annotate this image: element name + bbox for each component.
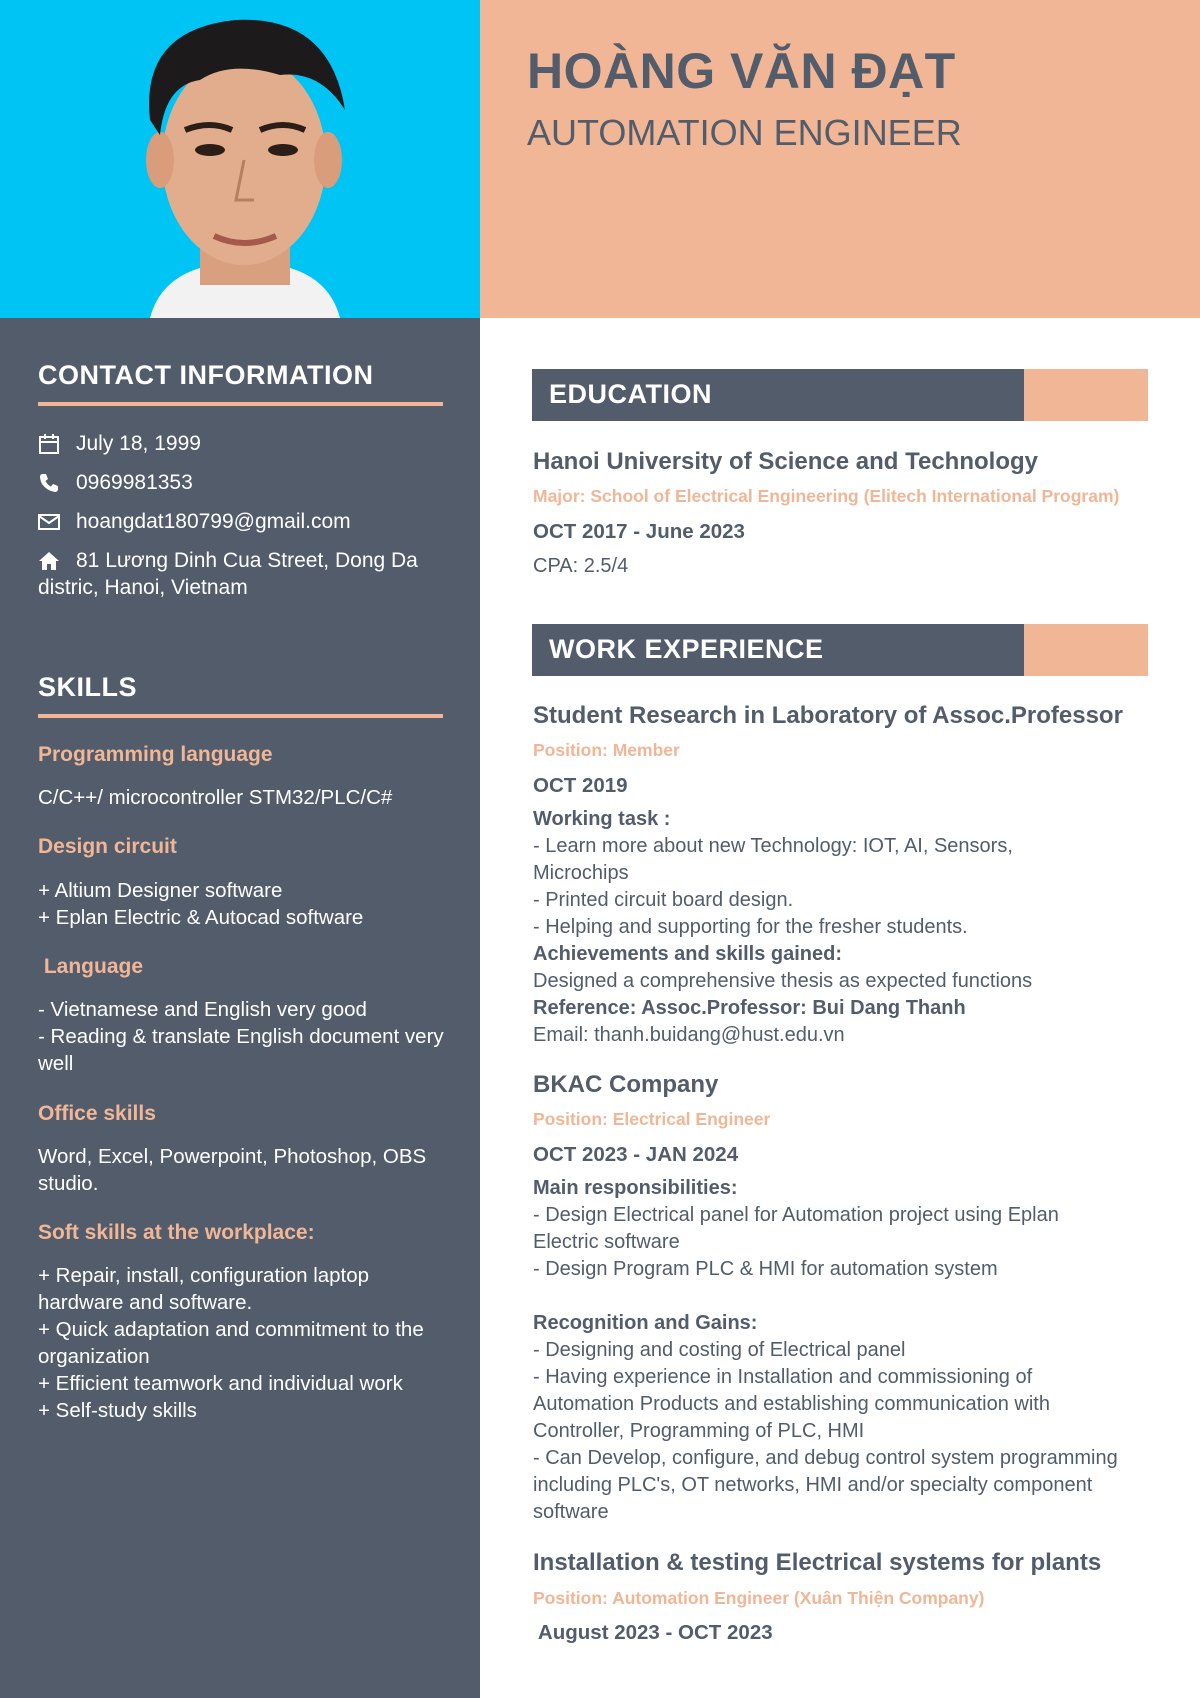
envelope-icon bbox=[38, 511, 66, 531]
skill-title-programming: Programming language bbox=[38, 743, 273, 766]
job-2-dates: OCT 2023 - JAN 2024 bbox=[533, 1143, 739, 1166]
job-1-position: Position: Member bbox=[533, 740, 680, 760]
job-1-reference: Reference: Assoc.Professor: Bui Dang Thanh bbox=[533, 997, 966, 1019]
job-2-rec-line: - Designing and costing of Electrical panel bbox=[533, 1339, 906, 1361]
job-2-rec-line: - Having experience in Installation and commissioning of Automation Products and establishing communication with Controller, Programming of PLC, HMI bbox=[533, 1366, 1050, 1442]
skill-title-language: Language bbox=[38, 955, 144, 978]
skill-title-soft: Soft skills at the workplace: bbox=[38, 1221, 315, 1244]
job-1-details bbox=[533, 806, 1153, 1049]
work-section-bar bbox=[532, 624, 1148, 676]
education-section-bar bbox=[532, 369, 1148, 421]
education-heading: EDUCATION bbox=[549, 379, 712, 409]
address-text: 81 Lương Dinh Cua Street, Dong Da distric, Hanoi, Vietnam bbox=[38, 549, 418, 599]
phone-icon bbox=[38, 472, 66, 492]
contact-phone bbox=[38, 469, 448, 496]
portrait-image bbox=[0, 0, 480, 318]
job-2-resp-line: - Design Electrical panel for Automation project using Eplan Electric software bbox=[533, 1204, 1059, 1253]
header-banner bbox=[480, 0, 1200, 318]
home-icon bbox=[38, 550, 66, 570]
job-2-responsibilities-label: Main responsibilities: bbox=[533, 1177, 738, 1199]
skills-divider bbox=[38, 714, 443, 718]
candidate-name: HOÀNG VĂN ĐẠT bbox=[527, 43, 956, 99]
contact-birthday bbox=[38, 430, 448, 457]
job-3-title: Installation & testing Electrical systems for plants bbox=[533, 1549, 1102, 1576]
job-1-achievements-label: Achievements and skills gained: bbox=[533, 943, 842, 965]
skill-text-design: + Altium Designer software + Eplan Electric & Autocad software bbox=[38, 879, 364, 929]
job-1-task-label: Working task : bbox=[533, 808, 671, 830]
birthday-text: July 18, 1999 bbox=[76, 432, 201, 455]
skill-text-programming: C/C++/ microcontroller STM32/PLC/C# bbox=[38, 786, 393, 809]
contact-address bbox=[38, 547, 448, 601]
job-2-rec-line: - Can Develop, configure, and debug control system programming including PLC's, OT networks, HMI and/or specialty component software bbox=[533, 1447, 1118, 1523]
job-1-task-line: - Learn more about new Technology: IOT, AI, Sensors, Microchips bbox=[533, 835, 1013, 884]
phone-text: 0969981353 bbox=[76, 471, 193, 494]
job-1-dates: OCT 2019 bbox=[533, 774, 628, 797]
job-2-title: BKAC Company bbox=[533, 1071, 719, 1098]
skill-text-language: - Vietnamese and English very good - Reading & translate English document very well bbox=[38, 998, 444, 1075]
job-1-reference-email[interactable]: Email: thanh.buidang@hust.edu.vn bbox=[533, 1024, 845, 1046]
job-3-position: Position: Automation Engineer (Xuân Thiện Company) bbox=[533, 1588, 985, 1608]
job-1-task-line: - Printed circuit board design. bbox=[533, 889, 794, 911]
email-text[interactable]: hoangdat180799@gmail.com bbox=[76, 510, 351, 533]
job-1-task-line: - Helping and supporting for the fresher students. bbox=[533, 916, 968, 938]
skill-title-design: Design circuit bbox=[38, 835, 177, 858]
contact-email[interactable] bbox=[38, 508, 448, 535]
skills-heading: SKILLS bbox=[38, 672, 138, 702]
job-3-dates: August 2023 - OCT 2023 bbox=[533, 1621, 773, 1644]
education-school: Hanoi University of Science and Technology bbox=[533, 448, 1038, 475]
job-1-title: Student Research in Laboratory of Assoc.Professor bbox=[533, 702, 1123, 729]
contact-heading: CONTACT INFORMATION bbox=[38, 360, 374, 390]
job-2-details bbox=[533, 1175, 1153, 1526]
skill-text-soft: + Repair, install, configuration laptop hardware and software. + Quick adaptation and commitment to the organization + Efficient teamwork and individual work + Self-study skills bbox=[38, 1264, 424, 1422]
job-2-recognition-label: Recognition and Gains: bbox=[533, 1312, 758, 1334]
education-major: Major: School of Electrical Engineering (Elitech International Program) bbox=[533, 486, 1120, 506]
job-2-resp-line: - Design Program PLC & HMI for automation system bbox=[533, 1258, 998, 1280]
skill-title-office: Office skills bbox=[38, 1102, 156, 1125]
contact-divider bbox=[38, 402, 443, 406]
profile-photo bbox=[0, 0, 480, 318]
education-dates: OCT 2017 - June 2023 bbox=[533, 520, 745, 543]
sidebar bbox=[0, 318, 480, 1698]
candidate-role: AUTOMATION ENGINEER bbox=[527, 112, 962, 153]
job-1-achievements-text: Designed a comprehensive thesis as expected functions bbox=[533, 970, 1033, 992]
job-2-position: Position: Electrical Engineer bbox=[533, 1109, 771, 1129]
education-cpa: CPA: 2.5/4 bbox=[533, 555, 629, 577]
calendar-icon bbox=[38, 433, 66, 453]
job-2-spacer bbox=[533, 1283, 1153, 1310]
work-heading: WORK EXPERIENCE bbox=[549, 634, 824, 664]
skill-text-office: Word, Excel, Powerpoint, Photoshop, OBS studio. bbox=[38, 1145, 427, 1195]
